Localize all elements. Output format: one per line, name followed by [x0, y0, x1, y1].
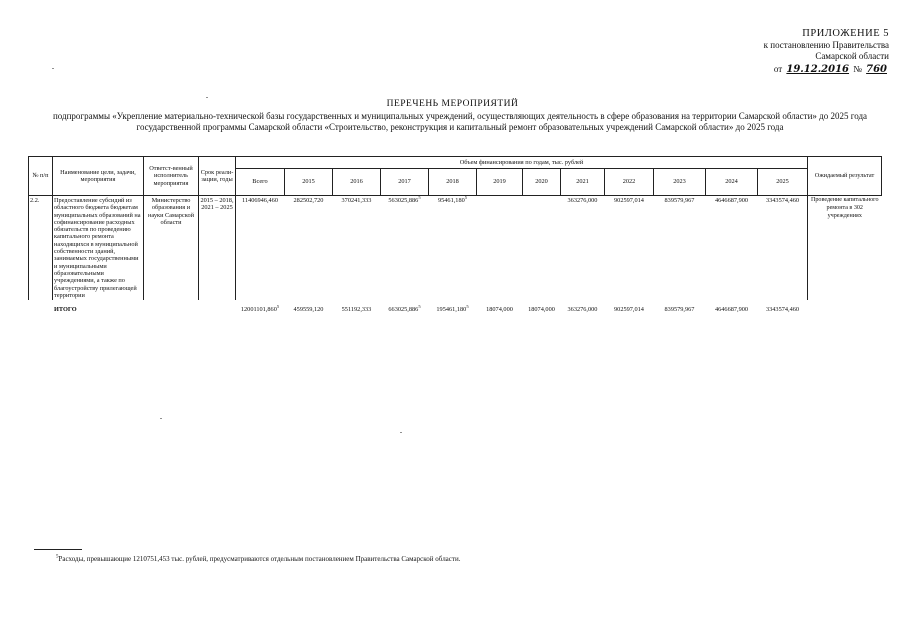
footnote-text: Расходы, превышающие 1210751,453 тыс. рублей, предусматриваются отдельным постановлением Правительства Самарской области. [58, 555, 461, 563]
footnote-divider [34, 549, 82, 550]
totals-2023: 839579,967 [664, 306, 695, 314]
number-prefix: № [853, 64, 862, 74]
header-year: 2017 [381, 169, 429, 196]
header-name: Наименование цели, задачи, мероприятия [53, 157, 144, 196]
row-2018-cell [429, 196, 477, 301]
scan-speck [160, 418, 162, 419]
row-2017: 563025,886 [388, 197, 419, 204]
scan-speck [400, 432, 402, 433]
row-executor: Министерство образования и науки Самарской области [144, 196, 199, 301]
totals-2020: 18074,000 [528, 306, 555, 314]
row-2015: 282502,720 [293, 197, 324, 204]
appendix-date-line [679, 64, 889, 75]
appendix-line-2: Самарской области [815, 51, 889, 61]
footnote [56, 555, 460, 563]
header-year: 2023 [654, 169, 706, 196]
header-year: 2024 [706, 169, 758, 196]
header-num: № п/п [29, 157, 53, 196]
footnote-ref: 5 [276, 304, 280, 310]
row-2022: 902597,014 [614, 197, 644, 204]
totals-2024: 4646687,900 [714, 306, 749, 314]
scan-speck [206, 97, 208, 98]
header-year: 2020 [523, 169, 561, 196]
totals-2017-cell [381, 300, 429, 314]
header-executor: Ответст-венный исполнитель мероприятия [144, 157, 199, 196]
header-result: Ожидаемый результат [808, 157, 882, 196]
totals-row [29, 300, 882, 314]
row-term: 2015 – 2018, 2021 – 2025 [199, 196, 236, 301]
header-year: 2015 [285, 169, 333, 196]
header-year: 2025 [758, 169, 808, 196]
table-row [29, 196, 882, 301]
totals-2018: 195461,180 [436, 306, 467, 314]
row-2018: 95461,180 [437, 197, 465, 204]
row-2016: 370241,333 [341, 197, 372, 204]
totals-2025: 3343574,460 [765, 306, 800, 314]
footnote-ref: 5 [418, 194, 421, 200]
row-2019 [477, 196, 523, 301]
totals-2019: 18074,000 [486, 306, 513, 314]
row-2020 [523, 196, 561, 301]
resolution-number: 760 [866, 64, 887, 75]
header-year: 2018 [429, 169, 477, 196]
resolution-date: 19.12.2016 [786, 64, 850, 75]
document-subtitle: подпрограммы «Укрепление материально-технической базы государственных и муниципальных учреждений, осуществляющих деятельность в сфере образования на территории Самарской области» до 2025 года государственной программы Самарской области «Строительство, реконструкция и капитальный ремонт образовательных учреждений Самарской области» до 2025 года [52, 111, 868, 132]
appendix-line-1: к постановлению Правительства [763, 40, 889, 50]
header-year: 2019 [477, 169, 523, 196]
row-num: 2.2. [29, 196, 53, 301]
totals-total-cell [236, 300, 285, 314]
header-total: Всего [236, 169, 285, 196]
appendix-title: ПРИЛОЖЕНИЕ 5 [802, 28, 889, 39]
document-title: ПЕРЕЧЕНЬ МЕРОПРИЯТИЙ [386, 99, 519, 109]
row-2023: 839579,967 [664, 197, 695, 204]
row-total: 11406946,460 [236, 196, 285, 301]
row-2017-cell [381, 196, 429, 301]
totals-2022: 902597,014 [614, 306, 644, 314]
row-result: Проведение капитального ремонта в 302 учреждениях [808, 196, 882, 301]
totals-2016: 551192,333 [341, 306, 372, 314]
scan-speck [52, 68, 54, 69]
measures-table [28, 156, 882, 314]
row-2024: 4646687,900 [714, 197, 749, 204]
totals-2015: 459559,120 [293, 306, 324, 314]
header-funding: Объем финансирования по годам, тыс. рублей [236, 157, 808, 169]
totals-2018-cell [429, 300, 477, 314]
header-year: 2022 [605, 169, 654, 196]
totals-2017: 663025,886 [388, 306, 419, 314]
appendix-block [679, 28, 889, 75]
header-term: Срок реали-зации, годы [199, 157, 236, 196]
row-name: Предоставление субсидий из областного бюджета бюджетам муниципальных образований на софинансирование расходных обязательств по проведению капитального ремонта находящихся в муниципальной собственности зданий, занимаемых государственными и муниципальными образовательными учреждениями, а также по благоустройству прилегающей территории [53, 196, 144, 301]
row-2025: 3343574,460 [765, 197, 800, 204]
row-2021: 363276,000 [567, 197, 598, 204]
totals-label: ИТОГО [54, 306, 77, 314]
header-year: 2016 [333, 169, 381, 196]
totals-2021: 363276,000 [567, 306, 598, 314]
footnote-ref: 5 [418, 304, 421, 310]
footnote-ref: 5 [466, 304, 469, 310]
footnote-mark: 5 [56, 554, 59, 560]
totals-total: 12001101,860 [240, 306, 277, 314]
header-year: 2021 [561, 169, 605, 196]
date-prefix: от [773, 64, 783, 74]
footnote-ref: 5 [464, 194, 467, 200]
